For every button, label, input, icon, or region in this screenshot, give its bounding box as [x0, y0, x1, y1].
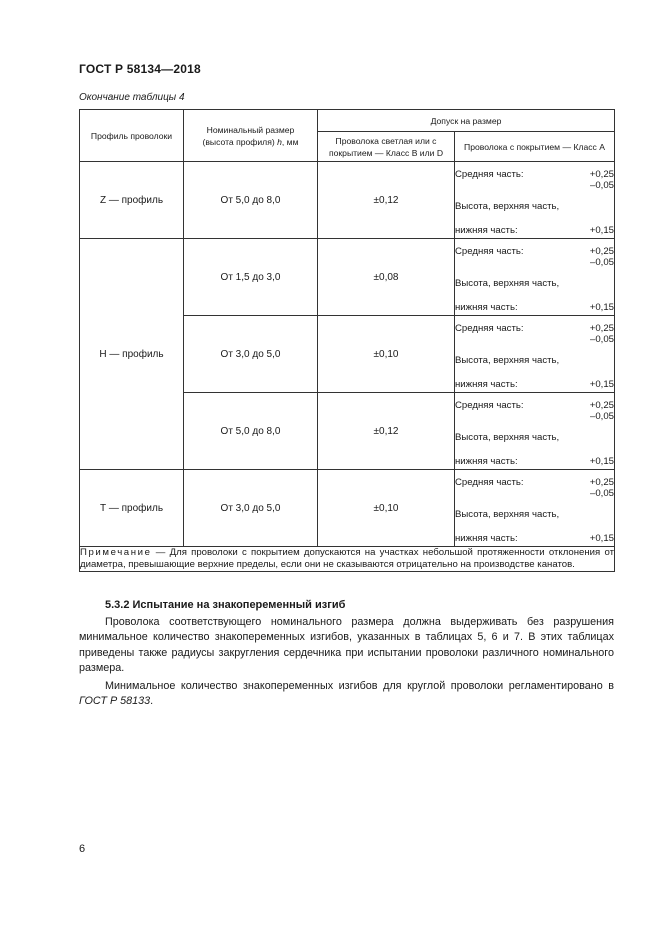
standard-reference: ГОСТ Р 58133 [79, 695, 151, 707]
cell-tolerance: ±0,10 [318, 470, 455, 547]
table-row [80, 239, 615, 316]
cell-profile: Z — профиль [80, 162, 184, 239]
page-number: 6 [79, 843, 86, 855]
cell-coated-tolerance: Средняя часть: +0,25 –0,05 Высота, верхняя часть, нижняя часть: +0,15 [455, 162, 615, 239]
table-row [80, 470, 615, 547]
table-caption: Окончание таблицы 4 [79, 92, 185, 103]
cell-tolerance: ±0,12 [318, 162, 455, 239]
header-tolerance: Допуск на размер [318, 110, 615, 132]
cell-nominal: От 5,0 до 8,0 [184, 162, 318, 239]
cell-nominal: От 5,0 до 8,0 [184, 393, 318, 470]
header-nominal: Номинальный размер (высота профиля) h, мм [184, 110, 318, 162]
header-light-wire: Проволока светлая или с покрытием — Класс B или D [318, 132, 455, 162]
cell-nominal: От 3,0 до 5,0 [184, 470, 318, 547]
table-row [80, 162, 615, 239]
header-coated-wire: Проволока с покрытием — Класс А [455, 132, 615, 162]
section-heading: 5.3.2 Испытание на знакопеременный изгиб [105, 599, 346, 611]
section-paragraph-2: Минимальное количество знакопеременных изгибов для круглой проволоки регламентировано в ГОСТ Р 58133. [79, 679, 614, 707]
cell-coated-tolerance: Средняя часть: +0,25 –0,05 Высота, верхняя часть, нижняя часть: +0,15 [455, 470, 615, 547]
page-header: ГОСТ Р 58134—2018 [79, 62, 201, 76]
cell-nominal: От 3,0 до 5,0 [184, 316, 318, 393]
table-note: Примечание — Для проволоки с покрытием допускаются на участках небольшой протяженности отклонения от диаметра, превышающие верхние пределы, если они не сказываются отрицательно на производстве канатов. [80, 547, 614, 570]
section-5-3-2 [79, 598, 614, 710]
cell-tolerance: ±0,10 [318, 316, 455, 393]
cell-nominal: От 1,5 до 3,0 [184, 239, 318, 316]
cell-coated-tolerance: Средняя часть: +0,25 –0,05 Высота, верхняя часть, нижняя часть: +0,15 [455, 239, 615, 316]
cell-tolerance: ±0,08 [318, 239, 455, 316]
cell-coated-tolerance: Средняя часть: +0,25 –0,05 Высота, верхняя часть, нижняя часть: +0,15 [455, 316, 615, 393]
cell-tolerance: ±0,12 [318, 393, 455, 470]
table-note-row [80, 547, 615, 572]
section-paragraph-1: Проволока соответствующего номинального размера должна выдерживать без разрушения минимальное количество знакопеременных изгибов, указанных в таблицах 5, 6 и 7. В этих таблицах приведены также радиусы закругления сердечника при испытании проволоки различного номинального размера. [79, 615, 614, 674]
cell-profile: Т — профиль [80, 470, 184, 547]
header-profile: Профиль проволоки [80, 110, 184, 162]
cell-profile: Н — профиль [80, 239, 184, 470]
cell-coated-tolerance: Средняя часть: +0,25 –0,05 Высота, верхняя часть, нижняя часть: +0,15 [455, 393, 615, 470]
tolerance-table [79, 109, 615, 572]
